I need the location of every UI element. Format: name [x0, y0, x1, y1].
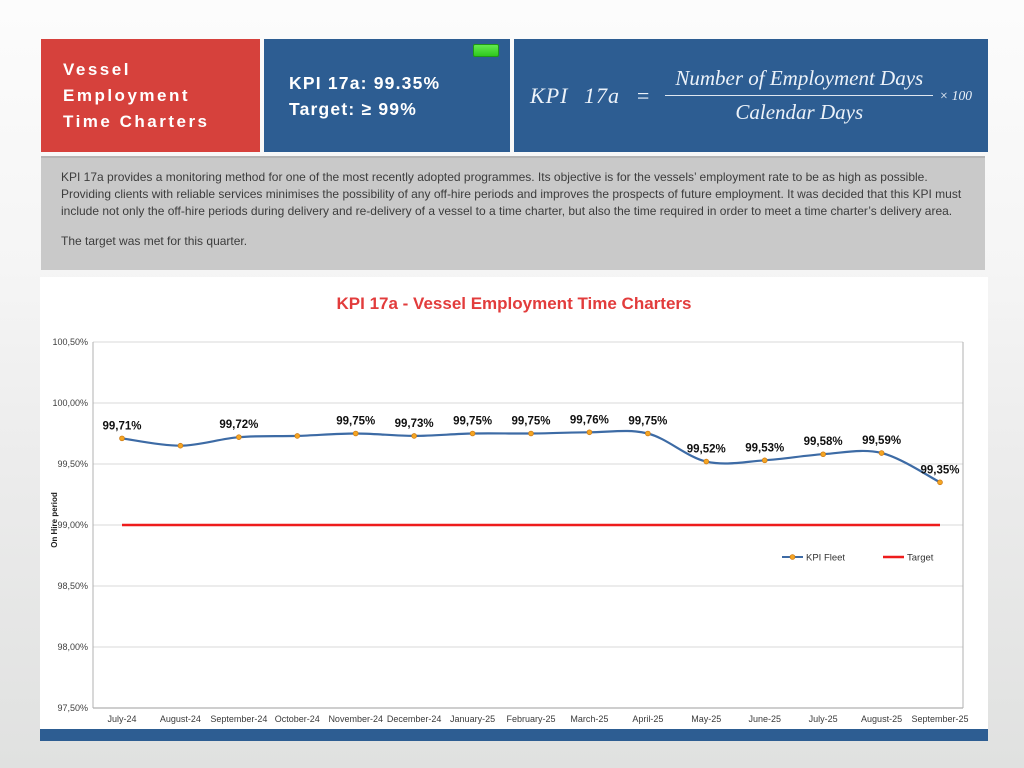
data-point-marker — [762, 458, 767, 463]
x-tick-label: August-25 — [861, 714, 903, 724]
data-point-marker — [178, 443, 183, 448]
y-tick-label: 100,50% — [52, 337, 88, 347]
formula-numerator: Number of Employment Days — [675, 66, 924, 90]
data-label: 99,75% — [628, 415, 668, 428]
data-point-marker — [236, 435, 241, 440]
x-tick-label: January-25 — [450, 714, 496, 724]
x-tick-label: October-24 — [274, 714, 320, 724]
x-tick-label: November-24 — [328, 714, 383, 724]
header-band — [41, 39, 988, 152]
data-label: 99,75% — [336, 415, 376, 428]
kpi-formula-card — [514, 39, 988, 152]
y-tick-label: 99,00% — [57, 520, 88, 530]
data-point-marker — [587, 430, 592, 435]
x-tick-label: December-24 — [386, 714, 442, 724]
data-label: 99,72% — [219, 419, 259, 432]
status-indicator-green — [473, 44, 499, 57]
data-label: 99,75% — [453, 415, 493, 428]
x-tick-label: June-25 — [748, 714, 781, 724]
kpi-chart-svg — [40, 330, 988, 732]
data-point-marker — [821, 452, 826, 457]
formula-denominator: Calendar Days — [665, 95, 933, 125]
legend-kpi-marker-swatch — [790, 555, 795, 560]
data-label: 99,58% — [803, 436, 843, 449]
data-point-marker — [295, 434, 300, 439]
kpi-value-card — [264, 39, 510, 152]
chart-panel — [40, 277, 988, 732]
y-tick-label: 100,00% — [52, 398, 88, 408]
data-label: 99,59% — [862, 435, 902, 448]
x-tick-label: September-25 — [911, 714, 969, 724]
data-label: 99,35% — [920, 464, 960, 477]
x-tick-label: July-24 — [107, 714, 137, 724]
data-point-marker — [353, 431, 358, 436]
data-point-marker — [120, 436, 125, 441]
data-point-marker — [938, 480, 943, 485]
x-tick-label: March-25 — [570, 714, 609, 724]
footer-accent-bar — [40, 729, 988, 741]
x-tick-label: August-24 — [159, 714, 201, 724]
data-point-marker — [645, 431, 650, 436]
data-label: 99,53% — [745, 442, 785, 455]
x-tick-label: September-24 — [210, 714, 268, 724]
data-label: 99,75% — [511, 415, 551, 428]
description-paragraph-2: The target was met for this quarter. — [61, 234, 248, 248]
y-tick-label: 98,00% — [57, 642, 88, 652]
kpi-value-text: KPI 17a: 99.35% — [289, 72, 441, 93]
x-tick-label: February-25 — [506, 714, 556, 724]
y-tick-label: 98,50% — [57, 581, 88, 591]
kpi-title-line-2: Employment — [63, 85, 191, 105]
data-point-marker — [529, 431, 534, 436]
chart-title: KPI 17a - Vessel Employment Time Charters — [336, 294, 692, 313]
y-axis-title: On Hire period — [50, 492, 59, 548]
kpi-title-line-1: Vessel — [63, 59, 131, 79]
kpi-title-card — [41, 39, 260, 152]
y-tick-label: 99,50% — [57, 459, 88, 469]
x-tick-label: May-25 — [691, 714, 722, 724]
legend-target-label: Target — [907, 552, 934, 564]
description-paragraph-1: KPI 17a provides a monitoring method for one of the most recently adopted programmes. Its objective is for the vessels’ employment rate to be as high as possible. Providing clients with reliable services minimises the possibility of any off-hire periods and improves the prospects of future employment. It was decided that this KPI must include not only the off-hire periods during delivery and re-delivery of a vessel to a time charter, but also the time required in order to meet a time charter’s delivery area. — [61, 170, 962, 218]
data-point-marker — [879, 451, 884, 456]
data-label: 99,76% — [569, 414, 609, 427]
formula-fraction — [665, 66, 933, 125]
data-label: 99,52% — [686, 443, 726, 456]
kpi-title-line-3: Time Charters — [63, 111, 210, 131]
formula-lhs: KPI 17a = — [530, 82, 652, 108]
legend-kpi-label: KPI Fleet — [806, 552, 846, 564]
data-label: 99,73% — [394, 417, 434, 430]
data-point-marker — [412, 434, 417, 439]
kpi-target-text: Target: ≥ 99% — [289, 98, 417, 119]
formula-multiplier: × 100 — [939, 87, 972, 103]
y-tick-label: 97,50% — [57, 703, 88, 713]
data-point-marker — [704, 459, 709, 464]
data-point-marker — [470, 431, 475, 436]
x-tick-label: April-25 — [632, 714, 664, 724]
data-label: 99,71% — [102, 420, 142, 433]
x-tick-label: July-25 — [808, 714, 838, 724]
description-panel — [41, 156, 985, 270]
